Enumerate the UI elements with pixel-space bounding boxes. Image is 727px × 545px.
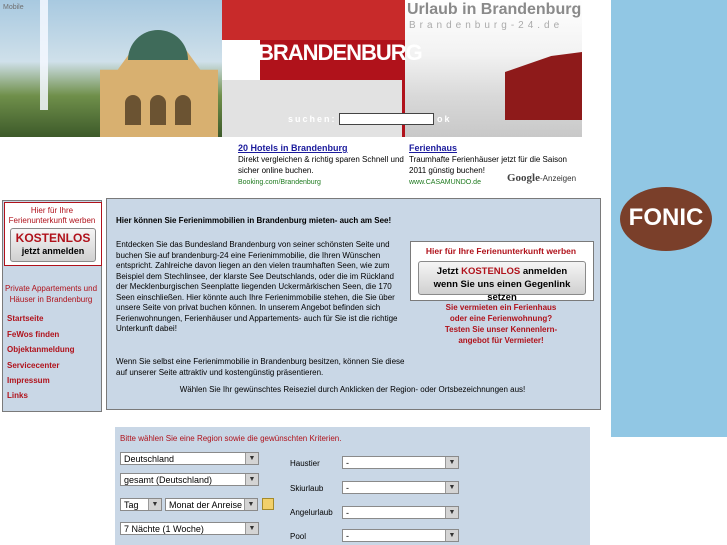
nav-servicecenter[interactable]: Servicecenter — [7, 361, 60, 370]
brand-logo: BRANDENBURG — [258, 40, 422, 65]
search-button[interactable]: ok — [437, 114, 452, 124]
nights-select[interactable]: 7 Nächte (1 Woche) ▼ — [120, 522, 259, 535]
search-form-title: Bitte wählen Sie eine Region sowie die gewünschten Kriterien. — [120, 434, 342, 443]
main-register-sublabel: wenn Sie uns einen Gegenlink setzen — [433, 279, 571, 303]
pool-select[interactable]: - ▼ — [342, 529, 459, 542]
main-hint-text: Wählen Sie Ihr gewünschtes Reiseziel durch Anklicken der Region- oder Ortsbezeichnungen aus! — [179, 385, 526, 394]
pool-label: Pool — [290, 532, 307, 541]
search-input[interactable] — [339, 113, 434, 125]
chevron-down-icon: ▼ — [244, 499, 257, 510]
chevron-down-icon: ▼ — [245, 453, 258, 464]
pet-select[interactable]: - ▼ — [342, 456, 459, 469]
month-select[interactable]: Monat der Anreise ▼ — [165, 498, 258, 511]
main-register-label: Jetzt KOSTENLOS anmelden — [436, 266, 568, 277]
ad-text-ferienhaus: Traumhafte Ferienhäuser jetzt für die Saison 2011 günstig buchen! — [409, 155, 568, 175]
country-select[interactable]: Deutschland ▼ — [120, 452, 259, 465]
nav-links[interactable]: Links — [7, 391, 28, 400]
nav-impressum[interactable]: Impressum — [7, 376, 50, 385]
fishing-select[interactable]: - ▼ — [342, 506, 459, 519]
chevron-down-icon: ▼ — [445, 530, 458, 541]
header-gray-band — [222, 80, 402, 137]
day-select[interactable]: Tag ▼ — [120, 498, 162, 511]
ad-url-hotels[interactable]: Booking.com/Brandenburg — [238, 179, 321, 186]
main-promo-title: Hier für Ihre Ferienunterkunft werben — [425, 246, 577, 256]
mobile-link[interactable]: Mobile — [3, 4, 24, 11]
main-intro-text: Entdecken Sie das Bundesland Brandenburg von seiner schönsten Seite und buchen Sie auf brandenburg-24 eine Ferienimmobilie, die Ihren Wünschen entspricht. Zahlreiche davon liegen an den vielen traumhaften Seen, wie zum Beispiel dem Stechlinsee, der klarste See Deutschlands, oder die im Rückland der Mecklenburgischen Seenplatte liegenden Uckermärkischen Seen, die 170 Seen einschließen. Hier könnte auch Ihre Ferienimmobilie stehen, die Sie über unsere Seite von privat buchen können. In unserem Angebot befinden sich Ferienwohnungen, Ferienhäuser und Appartements- auch für Sie ist die richtige Unterkunft dabei! — [116, 240, 398, 333]
pet-label: Haustier — [290, 459, 320, 468]
main-promo-subtext[interactable]: Sie vermieten ein Ferienhaus oder eine Ferienwohnung? Testen Sie unser Kennenlern- angebot für Vermieter! — [444, 303, 558, 345]
ad-text-hotels: Direkt vergleichen & richtig sparen Schnell und sicher online buchen. — [238, 155, 404, 175]
palace-window — [125, 95, 141, 125]
ads-label: -Anzeigen — [540, 174, 577, 183]
sidebar-register-label: KOSTENLOS — [15, 231, 91, 245]
google-logo: Google — [507, 172, 540, 184]
header-red-top — [222, 0, 407, 40]
sidebar-register-sublabel: jetzt anmelden — [21, 246, 85, 256]
ad-link-hotels[interactable]: 20 Hotels in Brandenburg — [238, 143, 348, 153]
chevron-down-icon: ▼ — [148, 499, 161, 510]
palace-window — [175, 95, 191, 125]
main-register-button[interactable] — [418, 261, 586, 303]
main-heading: Hier können Sie Ferienimmobilien in Brandenburg mieten- auch am See! — [116, 216, 392, 225]
site-title: Urlaub in Brandenburg — [407, 1, 582, 18]
ad-link-ferienhaus[interactable]: Ferienhaus — [409, 143, 458, 153]
nav-objektanmeldung[interactable]: Objektanmeldung — [7, 345, 75, 354]
sidebar-subtitle: Private Appartements und Häuser in Brandenburg — [4, 284, 98, 304]
chevron-down-icon: ▼ — [445, 507, 458, 518]
google-ads-label[interactable] — [507, 172, 576, 184]
nav-startseite[interactable]: Startseite — [7, 314, 44, 323]
site-domain: Brandenburg-24.de — [409, 20, 564, 31]
chevron-down-icon: ▼ — [245, 523, 258, 534]
chevron-down-icon: ▼ — [445, 457, 458, 468]
fishing-label: Angelurlaub — [290, 508, 333, 517]
fonic-logo: FONIC — [628, 204, 704, 231]
search-label: suchen: — [288, 114, 337, 124]
sidebar-register-button[interactable] — [10, 228, 96, 262]
ski-label: Skiurlaub — [290, 484, 324, 493]
palace-window — [150, 95, 166, 125]
region-select[interactable]: gesamt (Deutschland) ▼ — [120, 473, 259, 486]
nav-fewos-finden[interactable]: FeWos finden — [7, 330, 60, 339]
chevron-down-icon: ▼ — [245, 474, 258, 485]
sidebar-promo-title: Hier für Ihre Ferienunterkunft werben — [8, 206, 96, 225]
fountain-image — [40, 0, 48, 110]
main-owner-text: Wenn Sie selbst eine Ferienimmobilie in Brandenburg besitzen, können Sie diese auf unserer Seite attraktiv und kostengünstig präsentieren. — [116, 357, 405, 377]
calendar-icon[interactable] — [262, 498, 274, 510]
chevron-down-icon: ▼ — [445, 482, 458, 493]
ski-select[interactable]: - ▼ — [342, 481, 459, 494]
header-white-block — [222, 40, 260, 80]
ad-url-ferienhaus[interactable]: www.CASAMUNDO.de — [409, 179, 481, 186]
